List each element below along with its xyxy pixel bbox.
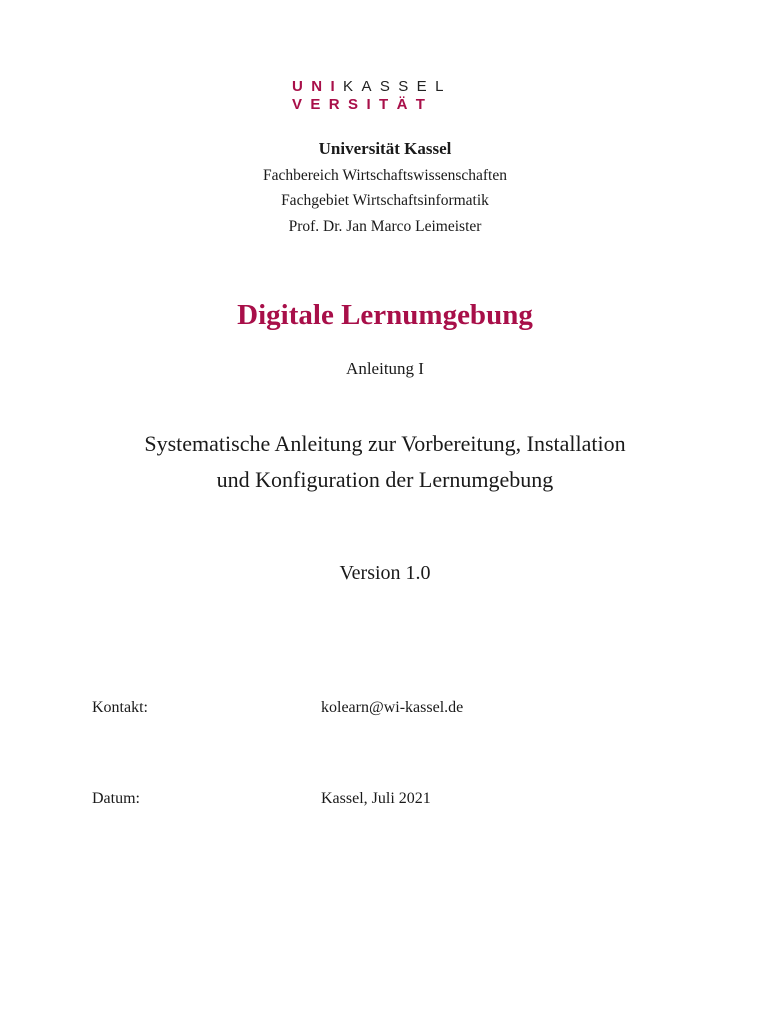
- logo-versitaet-text: VERSITÄT: [292, 96, 434, 113]
- field-name: Fachgebiet Wirtschaftsinformatik: [281, 192, 489, 209]
- logo-kassel-text: KASSEL: [343, 78, 452, 95]
- date-value: Kassel, Juli 2021: [321, 790, 431, 807]
- version-label: Version 1.0: [339, 562, 431, 584]
- description-line-1: Systematische Anleitung zur Vorbereitung, Installation: [144, 431, 626, 456]
- date-label: Datum:: [92, 790, 140, 807]
- university-name: Universität Kassel: [318, 139, 452, 158]
- document-subtitle: Anleitung I: [346, 359, 424, 378]
- logo-uni-text: UNI: [292, 78, 344, 95]
- document-description: [0, 426, 770, 498]
- contact-label: Kontakt:: [92, 699, 148, 716]
- contact-email: kolearn@wi-kassel.de: [321, 699, 464, 716]
- professor-name: Prof. Dr. Jan Marco Leimeister: [288, 218, 482, 235]
- description-line-2: und Konfiguration der Lernumgebung: [216, 467, 554, 492]
- department-name: Fachbereich Wirtschaftswissenschaften: [263, 167, 507, 184]
- logo-line-1: [292, 78, 482, 96]
- document-title: Digitale Lernumgebung: [237, 299, 533, 331]
- university-logo: [292, 78, 482, 114]
